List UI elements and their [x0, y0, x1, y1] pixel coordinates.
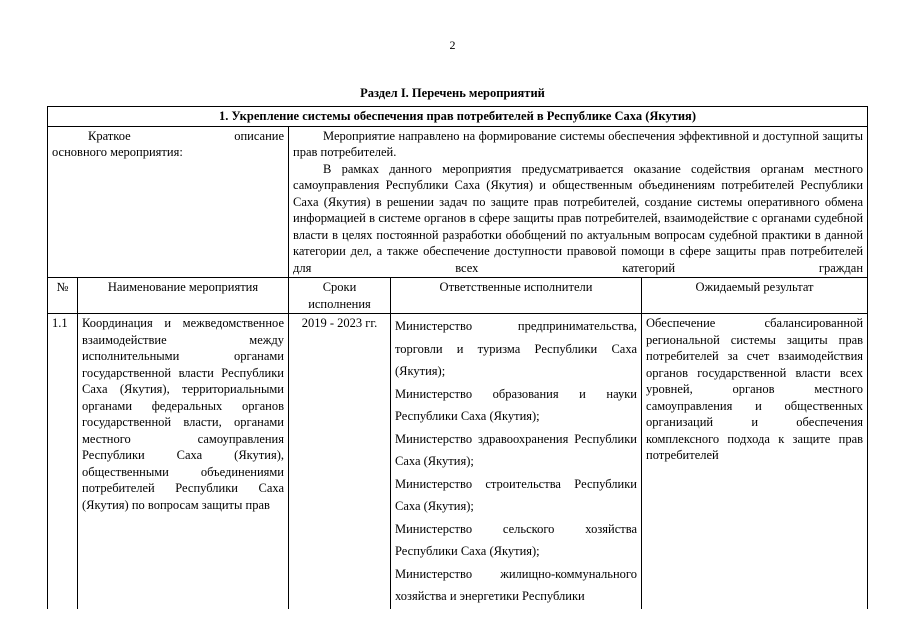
column-header-result: Ожидаемый результат	[642, 278, 868, 314]
row-term: 2019 - 2023 гг.	[289, 314, 391, 609]
description-row	[48, 126, 868, 278]
row-name: Координация и межведомственное взаимодействие между исполнительными органами государственной власти Республики Саха (Якутия), территориальными органами федеральных органов государственной власти, органами местного самоуправления Республики Саха (Якутия), общественными объединениями потребителей Республики Саха (Якутия) по вопросам защиты прав	[78, 314, 289, 609]
executor-item: Министерство строительства Республики Саха (Якутия);	[395, 476, 637, 513]
executor-item: Министерство жилищно-коммунального хозяйства и энергетики Республики	[395, 566, 637, 603]
description-label-line2: основного мероприятия:	[52, 145, 183, 159]
executor-item: Министерство образования и науки Республики Саха (Якутия);	[395, 386, 637, 423]
table-row	[48, 314, 868, 609]
page-number: 2	[449, 38, 456, 52]
description-text	[289, 126, 868, 278]
executor-item: Министерство сельского хозяйства Республики Саха (Якутия);	[395, 521, 637, 558]
column-header-term: Сроки исполнения	[289, 278, 391, 314]
row-number: 1.1	[48, 314, 78, 609]
header-row	[48, 278, 868, 314]
block-title-row	[48, 107, 868, 127]
block-title: 1. Укрепление системы обеспечения прав потребителей в Республике Саха (Якутия)	[48, 107, 868, 127]
executor-item: Министерство здравоохранения Республики Саха (Якутия);	[395, 431, 637, 468]
description-label	[48, 126, 289, 278]
column-header-name: Наименование мероприятия	[78, 278, 289, 314]
executor-item: Министерство предпринимательства, торговли и туризма Республики Саха (Якутия);	[395, 319, 637, 378]
description-paragraph-1: Мероприятие направлено на формирование системы обеспечения эффективной и доступной защиты прав потребителей.	[293, 128, 864, 159]
column-header-num: №	[48, 278, 78, 314]
description-label-line1: Краткое описание	[88, 128, 284, 143]
measures-table	[47, 106, 868, 609]
section-title: Раздел I. Перечень мероприятий	[360, 86, 545, 100]
row-executors	[391, 314, 642, 609]
row-result: Обеспечение сбалансированной региональной системы защиты прав потребителей за счет взаимодействия органов государственной власти всех уровней, органов местного самоуправления и общественных организаций и обеспечения комплексного подхода к защите прав потребителей	[642, 314, 868, 609]
description-paragraph-2: В рамках данного мероприятия предусматривается оказание содействия органам местного самоуправления Республики Саха (Якутия) и общественным объединениям потребителей Республики Саха (Якутия) в решении задач по защите прав потребителей, создание системы оперативного обмена информацией в системе органов в сфере защиты прав потребителей, взаимодействие с органами судебной власти в целях постоянной разработки обобщений по актуальным вопросам судебной практики в данной категории дел, а также обеспечение доступности правовой помощи в сфере защиты прав потребителей для всех категорий граждан	[293, 161, 864, 275]
column-header-executors: Ответственные исполнители	[391, 278, 642, 314]
